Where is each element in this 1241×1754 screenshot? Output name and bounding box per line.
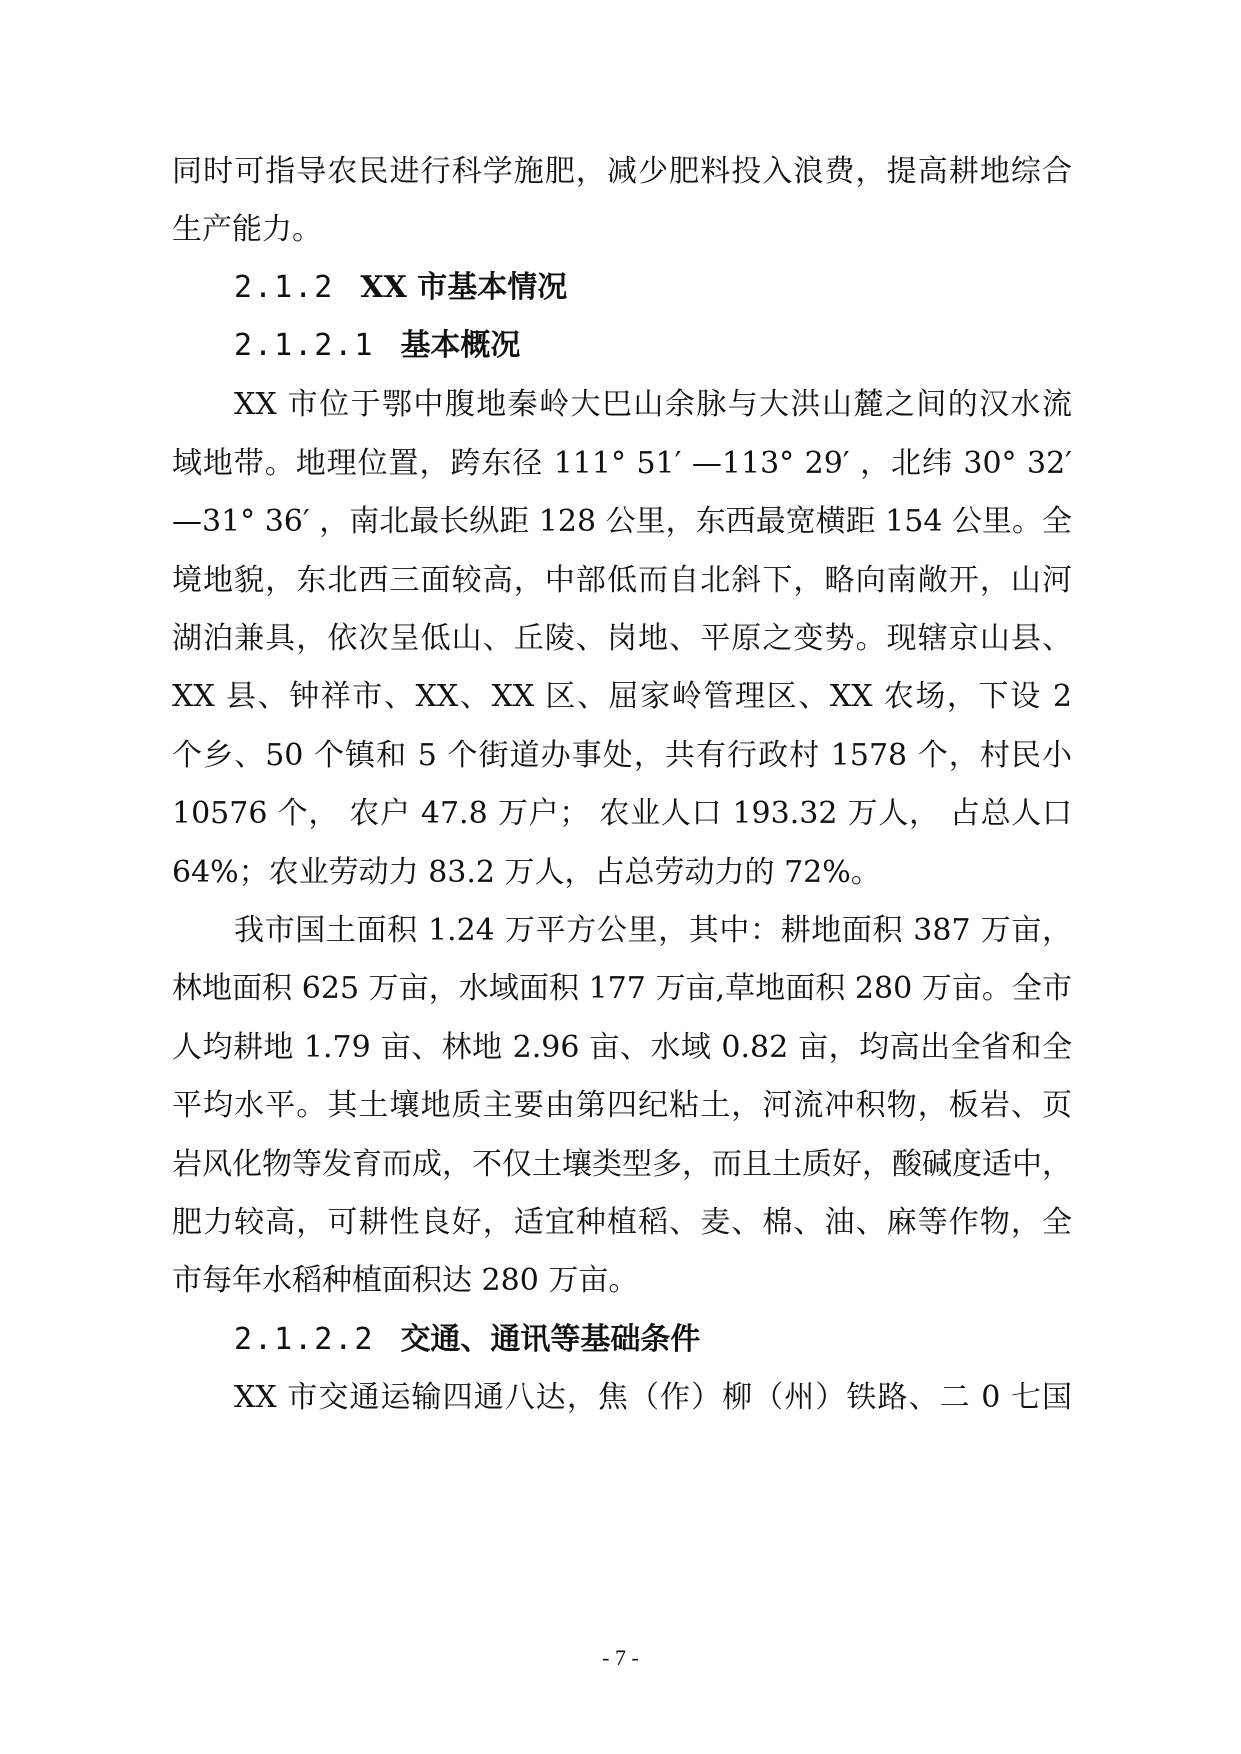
section-heading-2-1-2-1	[234, 326, 520, 366]
page-number: - 7 -	[602, 1645, 639, 1670]
paragraph-line: XX 县、钟祥市、XX、XX 区、屈家岭管理区、XX 农场，下设 2	[172, 679, 1072, 714]
paragraph-line: 林地面积 625 万亩，水域面积 177 万亩,草地面积 280 万亩。全市	[172, 971, 1072, 1006]
section-heading-2-1-2	[234, 268, 567, 308]
paragraph-line: XX 市交通运输四通八达，焦（作）柳（州）铁路、二 0 七国	[234, 1380, 1072, 1415]
paragraph-line: 10576 个， 农户 47.8 万户； 农业人口 193.32 万人， 占总人口	[172, 796, 1072, 831]
paragraph-line: 岩风化物等发育而成，不仅土壤类型多，而且土质好，酸碱度适中，	[172, 1147, 1072, 1182]
section-title: 基本概况	[400, 328, 521, 363]
section-heading-2-1-2-2	[234, 1320, 700, 1360]
section-title: XX 市基本情况	[360, 270, 568, 305]
paragraph-line: 湖泊兼具，依次呈低山、丘陵、岗地、平原之变势。现辖京山县、	[172, 621, 1072, 656]
paragraph-line: —31° 36′ ，南北最长纵距 128 公里，东西最宽横距 154 公里。全	[172, 504, 1072, 539]
paragraph-line: 我市国土面积 1.24 万平方公里，其中：耕地面积 387 万亩，	[234, 913, 1072, 948]
paragraph-line: 域地带。地理位置，跨东径 111° 51′ —113° 29′ ，北纬 30° 32′	[172, 446, 1072, 481]
body-text-line: 生产能力。	[172, 212, 322, 247]
paragraph-line: 市每年水稻种植面积达 280 万亩。	[172, 1263, 639, 1298]
paragraph-line: 人均耕地 1.79 亩、林地 2.96 亩、水域 0.82 亩，均高出全省和全	[172, 1030, 1072, 1065]
paragraph-line: 64%；农业劳动力 83.2 万人，占总劳动力的 72%。	[172, 855, 881, 890]
section-title: 交通、通讯等基础条件	[400, 1322, 701, 1357]
section-number: 2.1.2	[234, 270, 335, 305]
paragraph-line: 肥力较高，可耕性良好，适宜种植稻、麦、棉、油、麻等作物，全	[172, 1205, 1072, 1240]
section-number: 2.1.2.2	[234, 1322, 375, 1357]
paragraph-line: 境地貌，东北西三面较高，中部低而自北斜下，略向南敞开，山河	[172, 563, 1072, 598]
body-text-line: 同时可指导农民进行科学施肥，减少肥料投入浪费，提高耕地综合	[172, 154, 1072, 189]
section-number: 2.1.2.1	[234, 328, 375, 363]
paragraph-line: 平均水平。其土壤地质主要由第四纪粘土，河流冲积物，板岩、页	[172, 1088, 1072, 1123]
paragraph-line: 个乡、50 个镇和 5 个街道办事处，共有行政村 1578 个，村民小	[172, 738, 1072, 773]
paragraph-line: XX 市位于鄂中腹地秦岭大巴山余脉与大洪山麓之间的汉水流	[234, 387, 1072, 422]
